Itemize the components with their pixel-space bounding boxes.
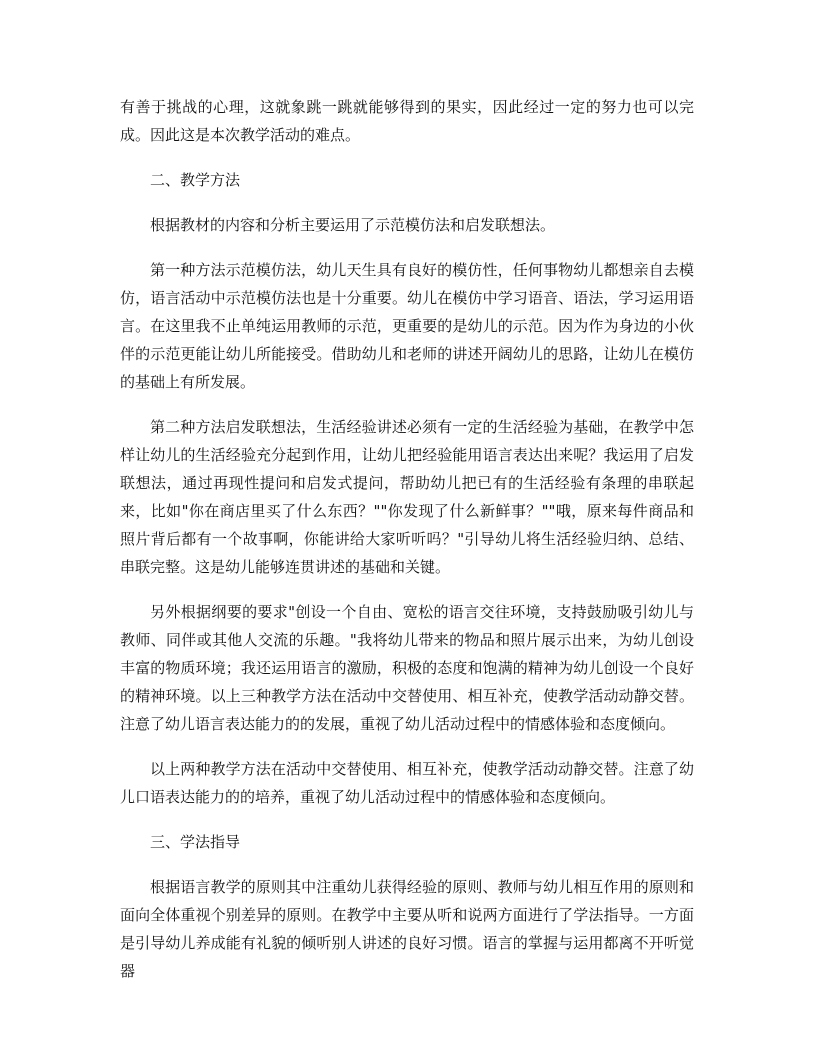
paragraph-demonstration-imitation: 第一种方法示范模仿法，幼儿天生具有良好的模仿性，任何事物幼儿都想亲自去模仿，语言活动中示范模仿法也是十分重要。幼儿在模仿中学习语音、语法，学习运用语言。在这里我不止单纯运用教师的示范，更重要的是幼儿的示范。因为作为身边的小伙伴的示范更能让幼儿所能接受。借助幼儿和老师的讲述开阔幼儿的思路，让幼儿在模仿的基础上有所发展。 — [120, 261, 694, 391]
section-heading-learning-guidance: 三、学法指导 — [150, 833, 241, 851]
paragraph-inspiration-association: 第二种方法启发联想法，生活经验讲述必须有一定的生活经验为基础，在教学中怎样让幼儿的生活经验充分起到作用，让幼儿把经验能用语言表达出来呢？我运用了启发联想法，通过再现性提问和启发式提问，帮助幼儿把已有的生活经验有条理的串联起来，比如"你在商店里买了什么东西？""你发现了什么新鲜事？""哦，原来每件商品和照片背后都有一个故事啊，你能讲给大家听听吗？"引导幼儿将生活经验归纳、总结、串联完整。这是幼儿能够连贯讲述的基础和关键。 — [120, 418, 694, 576]
paragraph-difficulty-continuation: 有善于挑战的心理，这就象跳一跳就能够得到的果实，因此经过一定的努力也可以完成。因此这是本次教学活动的难点。 — [120, 98, 694, 144]
paragraph-methods-conclusion: 以上两种教学方法在活动中交替使用、相互补充，使教学活动动静交替。注意了幼儿口语表达能力的的培养，重视了幼儿活动过程中的情感体验和态度倾向。 — [120, 760, 694, 806]
paragraph-language-environment: 另外根据纲要的要求"创设一个自由、宽松的语言交往环境，支持鼓励吸引幼儿与教师、同伴或其他人交流的乐趣。"我将幼儿带来的物品和照片展示出来，为幼儿创设丰富的物质环境；我还运用语言的激励，积极的态度和饱满的精神为幼儿创设一个良好的精神环境。以上三种教学方法在活动中交替使用、相互补充，使教学活动动静交替。注意了幼儿语言表达能力的的发展，重视了幼儿活动过程中的情感体验和态度倾向。 — [120, 603, 694, 733]
paragraph-learning-guidance: 根据语言教学的原则其中注重幼儿获得经验的原则、教师与幼儿相互作用的原则和面向全体重视个别差异的原则。在教学中主要从听和说两方面进行了学法指导。一方面是引导幼儿养成能有礼貌的倾听别人讲述的良好习惯。语言的掌握与运用都离不开听觉器 — [120, 878, 694, 980]
paragraph-methods-summary: 根据教材的内容和分析主要运用了示范模仿法和启发联想法。 — [150, 216, 556, 234]
section-heading-teaching-methods: 二、教学方法 — [150, 171, 241, 189]
document-body — [120, 93, 694, 1002]
